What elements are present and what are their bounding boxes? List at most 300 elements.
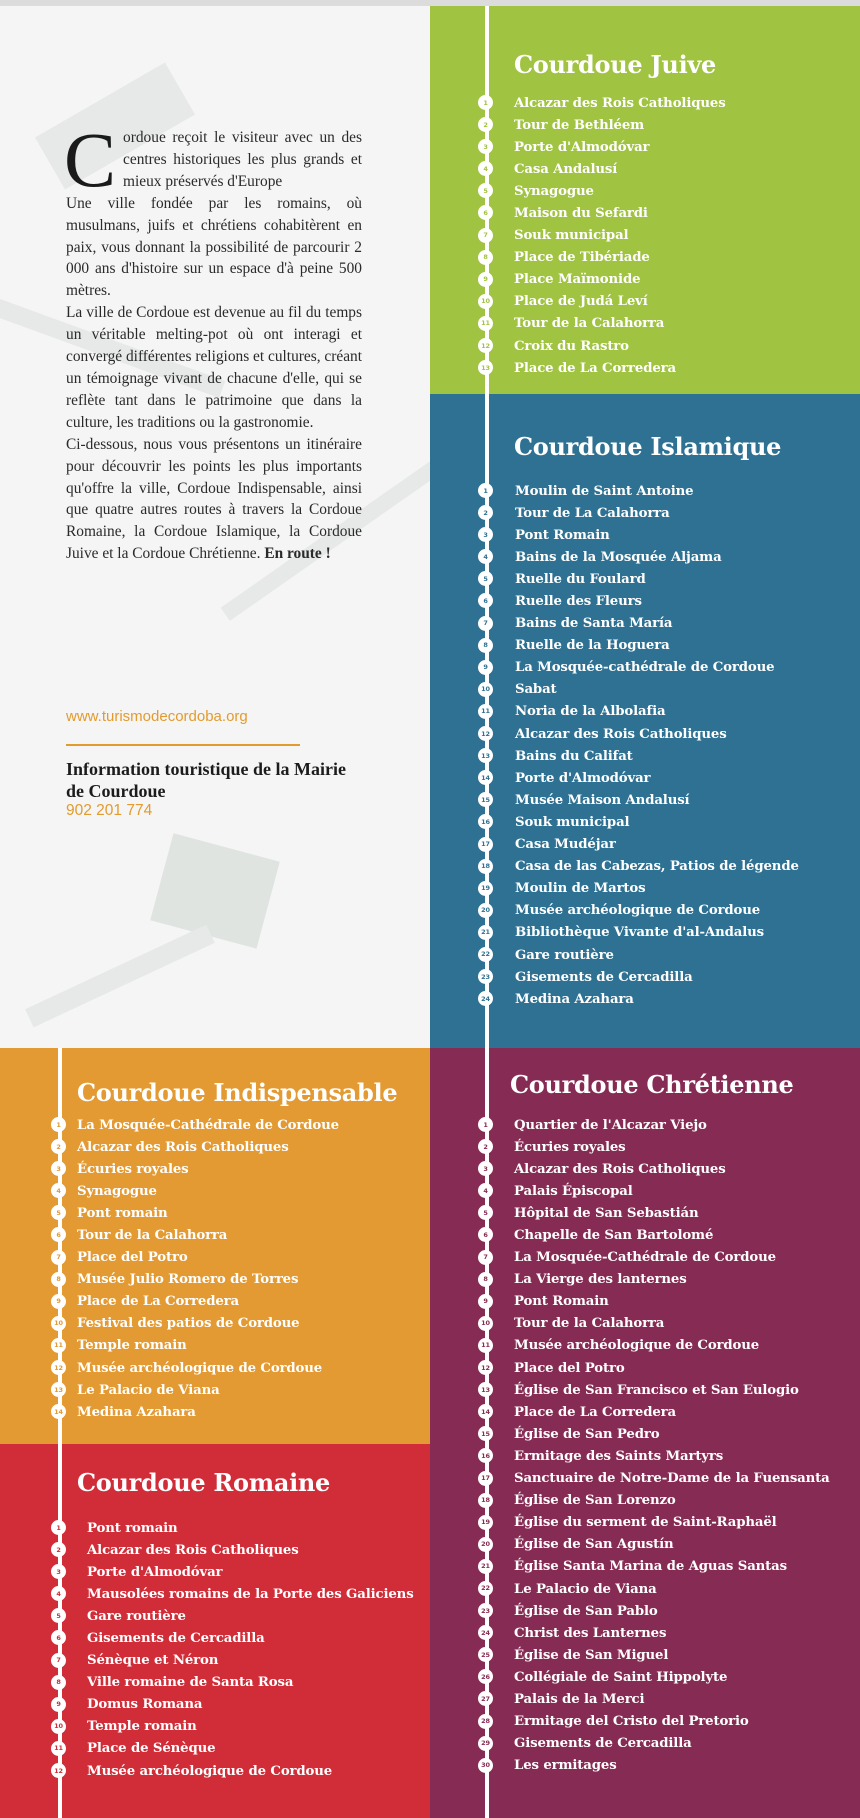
- stop-label: Moulin de Martos: [515, 881, 646, 897]
- route-stop: [480, 1379, 830, 1401]
- stop-number-icon: 8: [51, 1675, 66, 1690]
- route-stop: [480, 1335, 830, 1357]
- route-stop: [480, 1114, 830, 1136]
- route-panel-indispensable: [0, 1048, 430, 1444]
- stop-number-icon: 2: [51, 1139, 66, 1154]
- route-stop: [480, 1600, 830, 1622]
- stop-number-icon: 17: [478, 1471, 493, 1486]
- route-stop: [480, 202, 726, 224]
- stop-number-icon: 14: [51, 1404, 66, 1419]
- route-stop: [480, 1357, 830, 1379]
- stop-label: Place de Tibériade: [514, 250, 650, 266]
- route-stop: [53, 1114, 339, 1136]
- stop-label: Alcazar des Rois Catholiques: [87, 1542, 299, 1558]
- stop-number-icon: 5: [478, 571, 493, 586]
- route-stop: [53, 1539, 414, 1561]
- stop-label: Musée archéologique de Cordoue: [515, 903, 761, 919]
- intro-paragraph: ordoue reçoit le visiteur avec un des centres historiques les plus grands et mieux préservés d'Europe: [123, 129, 362, 190]
- route-stop: [480, 1247, 830, 1269]
- stop-label: Le Palacio de Viana: [77, 1382, 220, 1398]
- stop-label: Hôpital de San Sebastián: [514, 1205, 699, 1221]
- stop-label: Ruelle des Fleurs: [515, 594, 642, 610]
- stop-label: Temple romain: [87, 1719, 197, 1735]
- route-stop: [480, 701, 799, 723]
- route-stop: [480, 1180, 830, 1202]
- stop-label: La Mosquée-cathédrale de Cordoue: [515, 660, 775, 676]
- stop-label: Souk municipal: [515, 814, 630, 830]
- stop-number-icon: 11: [478, 316, 493, 331]
- stop-label: Alcazar des Rois Catholiques: [514, 95, 726, 111]
- stop-number-icon: 3: [478, 1161, 493, 1176]
- stop-label: Église Santa Marina de Aguas Santas: [514, 1559, 787, 1575]
- stop-label: Place de La Corredera: [514, 360, 676, 376]
- stop-number-icon: 24: [478, 991, 493, 1006]
- stop-label: Alcazar des Rois Catholiques: [514, 1161, 726, 1177]
- stop-label: Place de La Corredera: [514, 1404, 676, 1420]
- intro-text: [64, 116, 363, 565]
- stop-number-icon: 24: [478, 1625, 493, 1640]
- route-stop: [480, 1688, 830, 1710]
- stop-label: Tour de la Calahorra: [514, 1316, 665, 1332]
- stop-label: Casa Mudéjar: [515, 837, 616, 853]
- route-stop: [480, 1224, 830, 1246]
- stop-label: Place del Potro: [77, 1250, 188, 1266]
- route-list: [480, 1114, 830, 1777]
- stop-label: Église de San Lorenzo: [514, 1493, 676, 1509]
- map-street: [25, 925, 215, 1028]
- route-stop: [480, 1202, 830, 1224]
- route-stop: [53, 1627, 414, 1649]
- stop-number-icon: 7: [51, 1653, 66, 1668]
- route-stop: [480, 269, 726, 291]
- stop-label: Musée archéologique de Cordoue: [514, 1338, 760, 1354]
- route-stop: [480, 114, 726, 136]
- stop-number-icon: 22: [478, 1581, 493, 1596]
- route-stop: [480, 546, 799, 568]
- stop-label: Écuries royales: [77, 1161, 189, 1177]
- route-stop: [480, 1755, 830, 1777]
- stop-label: Pont romain: [87, 1520, 178, 1536]
- stop-number-icon: 6: [478, 593, 493, 608]
- stop-label: Ermitage des Saints Martyrs: [514, 1448, 724, 1464]
- route-stop: [480, 811, 799, 833]
- stop-number-icon: 7: [478, 1250, 493, 1265]
- stop-number-icon: 16: [478, 1448, 493, 1463]
- stop-number-icon: 15: [478, 1426, 493, 1441]
- stop-number-icon: 5: [478, 183, 493, 198]
- stop-label: Bains du Califat: [515, 748, 633, 764]
- route-stop: [480, 878, 799, 900]
- route-stop: [480, 291, 726, 313]
- route-stop: [480, 944, 799, 966]
- route-stop: [53, 1561, 414, 1583]
- stop-label: Pont romain: [77, 1205, 168, 1221]
- route-stop: [480, 1291, 830, 1313]
- stop-number-icon: 4: [478, 161, 493, 176]
- stop-label: La Vierge des lanternes: [514, 1272, 687, 1288]
- stop-number-icon: 6: [478, 1227, 493, 1242]
- stop-label: Église du serment de Saint-Raphaël: [514, 1515, 777, 1531]
- stop-label: Medina Azahara: [77, 1404, 196, 1420]
- stop-label: Place de La Corredera: [77, 1294, 239, 1310]
- stop-label: Quartier de l'Alcazar Viejo: [514, 1117, 707, 1133]
- stop-number-icon: 21: [478, 1559, 493, 1574]
- route-stop: [480, 225, 726, 247]
- stop-number-icon: 9: [51, 1294, 66, 1309]
- stop-label: Sanctuaire de Notre-Dame de la Fuensanta: [514, 1471, 830, 1487]
- stop-number-icon: 5: [478, 1205, 493, 1220]
- stop-label: Gare routière: [515, 947, 614, 963]
- drop-cap: C: [64, 116, 117, 203]
- stop-number-icon: 1: [51, 1117, 66, 1132]
- stop-label: Musée archéologique de Cordoue: [87, 1763, 333, 1779]
- route-stop: [480, 590, 799, 612]
- route-list: [53, 1114, 339, 1423]
- stop-number-icon: 6: [51, 1630, 66, 1645]
- stop-number-icon: 1: [478, 1117, 493, 1132]
- stop-number-icon: 5: [51, 1608, 66, 1623]
- stop-label: Gare routière: [87, 1608, 186, 1624]
- stop-label: Tour de La Calahorra: [515, 505, 670, 521]
- stop-label: Chapelle de San Bartolomé: [514, 1228, 714, 1244]
- route-stop: [480, 679, 799, 701]
- stop-number-icon: 5: [51, 1205, 66, 1220]
- stop-label: Alcazar des Rois Catholiques: [77, 1139, 289, 1155]
- route-stop: [480, 723, 799, 745]
- route-stop: [53, 1672, 414, 1694]
- stop-number-icon: 14: [478, 770, 493, 785]
- stop-number-icon: 14: [478, 1404, 493, 1419]
- stop-label: Synagogue: [514, 183, 594, 199]
- route-stop: [480, 745, 799, 767]
- intro-paragraph: Une ville fondée par les romains, où musulmans, juifs et chrétiens cohabitèrent en paix, vous donnant la possibilité de parcourir 2 000 ans d'histoire sur un espace d'à peine 500 mètres.: [66, 194, 362, 300]
- stop-label: Bains de Santa María: [515, 616, 673, 632]
- phone-number[interactable]: 902 201 774: [66, 802, 153, 819]
- stop-number-icon: 23: [478, 1603, 493, 1618]
- divider: [66, 744, 300, 746]
- stop-label: Place de Sénèque: [87, 1741, 216, 1757]
- stop-number-icon: 10: [51, 1316, 66, 1331]
- stop-number-icon: 1: [478, 483, 493, 498]
- stop-label: Gisements de Cercadilla: [514, 1736, 692, 1752]
- stop-number-icon: 18: [478, 859, 493, 874]
- stop-label: Écuries royales: [514, 1139, 626, 1155]
- intro-panel: [0, 6, 430, 1048]
- stop-number-icon: 2: [478, 117, 493, 132]
- stop-number-icon: 17: [478, 837, 493, 852]
- route-stop: [53, 1517, 414, 1539]
- route-stop: [480, 900, 799, 922]
- route-stop: [480, 922, 799, 944]
- route-stop: [480, 502, 799, 524]
- stop-number-icon: 8: [478, 1272, 493, 1287]
- route-stop: [53, 1313, 339, 1335]
- stop-number-icon: 8: [51, 1272, 66, 1287]
- stop-number-icon: 11: [51, 1741, 66, 1756]
- stop-number-icon: 10: [478, 682, 493, 697]
- stop-number-icon: 7: [51, 1250, 66, 1265]
- route-stop: [480, 1445, 830, 1467]
- stop-label: Medina Azahara: [515, 991, 634, 1007]
- route-stop: [53, 1136, 339, 1158]
- stop-label: Temple romain: [77, 1338, 187, 1354]
- route-stop: [53, 1291, 339, 1313]
- website-link[interactable]: www.turismodecordoba.org: [66, 708, 248, 725]
- stop-number-icon: 13: [478, 748, 493, 763]
- stop-label: La Mosquée-Cathédrale de Cordoue: [77, 1117, 339, 1133]
- stop-number-icon: 13: [478, 1382, 493, 1397]
- stop-label: Croix du Rastro: [514, 338, 629, 354]
- stop-label: Sénèque et Néron: [87, 1653, 219, 1669]
- stop-label: Christ des Lanternes: [514, 1625, 667, 1641]
- stop-label: Bains de la Mosquée Aljama: [515, 549, 722, 565]
- route-stop: [480, 1468, 830, 1490]
- stop-label: Bibliothèque Vivante d'al-Andalus: [515, 925, 764, 941]
- route-stop: [53, 1202, 339, 1224]
- stop-label: Pont Romain: [514, 1294, 609, 1310]
- stop-number-icon: 10: [478, 1316, 493, 1331]
- route-stop: [480, 966, 799, 988]
- stop-label: Ermitage del Cristo del Pretorio: [514, 1714, 749, 1730]
- intro-paragraph-text: Ci-dessous, nous vous présentons un itinéraire pour découvrir les points les plus importants qu'offre la ville, Cordoue Indispensable, ainsi que quatre autres routes à travers la Cordoue Romaine, la Cordoue Islamique, la Cordoue Juive et la Cordoue Chrétienne.: [66, 435, 362, 563]
- stop-number-icon: 12: [51, 1360, 66, 1375]
- stop-label: Souk municipal: [514, 228, 629, 244]
- stop-number-icon: 3: [478, 139, 493, 154]
- route-stop: [480, 1136, 830, 1158]
- route-title: Courdoue Juive: [514, 50, 717, 79]
- route-stop: [480, 1512, 830, 1534]
- stop-number-icon: 20: [478, 1537, 493, 1552]
- en-route-text: En route !: [264, 545, 331, 563]
- stop-number-icon: 12: [51, 1763, 66, 1778]
- route-stop: [480, 568, 799, 590]
- route-stop: [480, 1666, 830, 1688]
- stop-number-icon: 1: [51, 1520, 66, 1535]
- stop-label: Tour de la Calahorra: [514, 316, 665, 332]
- stop-label: Église de San Francisco et San Eulogio: [514, 1382, 799, 1398]
- stop-number-icon: 9: [51, 1697, 66, 1712]
- route-stop: [480, 524, 799, 546]
- stop-label: Ville romaine de Santa Rosa: [87, 1675, 294, 1691]
- route-stop: [480, 767, 799, 789]
- route-stop: [53, 1357, 339, 1379]
- stop-number-icon: 21: [478, 925, 493, 940]
- stop-number-icon: 12: [478, 1360, 493, 1375]
- stop-number-icon: 18: [478, 1493, 493, 1508]
- route-stop: [480, 834, 799, 856]
- stop-label: Tour de Bethléem: [514, 117, 645, 133]
- stop-number-icon: 4: [51, 1586, 66, 1601]
- stop-number-icon: 10: [51, 1719, 66, 1734]
- stop-label: Les ermitages: [514, 1758, 617, 1774]
- route-stop: [53, 1401, 339, 1423]
- stop-number-icon: 11: [478, 1338, 493, 1353]
- stop-number-icon: 2: [51, 1542, 66, 1557]
- route-stop: [480, 1423, 830, 1445]
- stop-number-icon: 19: [478, 1515, 493, 1530]
- route-stop: [53, 1379, 339, 1401]
- stop-label: Ruelle du Foulard: [515, 571, 646, 587]
- stop-number-icon: 25: [478, 1647, 493, 1662]
- route-stop: [53, 1605, 414, 1627]
- stop-label: Synagogue: [77, 1183, 157, 1199]
- stop-label: Sabat: [515, 682, 557, 698]
- stop-label: Église de San Agustín: [514, 1537, 674, 1553]
- stop-number-icon: 28: [478, 1714, 493, 1729]
- route-title: Courdoue Indispensable: [77, 1078, 398, 1107]
- stop-label: Gisements de Cercadilla: [87, 1631, 265, 1647]
- route-panel-chretienne: [430, 1048, 860, 1818]
- route-stop: [480, 480, 799, 502]
- route-stop: [480, 1490, 830, 1512]
- stop-number-icon: 10: [478, 294, 493, 309]
- stop-number-icon: 15: [478, 792, 493, 807]
- stop-number-icon: 6: [51, 1227, 66, 1242]
- route-stop: [480, 789, 799, 811]
- stop-label: Palais Épiscopal: [514, 1183, 633, 1199]
- route-stop: [480, 856, 799, 878]
- stop-number-icon: 12: [478, 338, 493, 353]
- stop-number-icon: 23: [478, 969, 493, 984]
- stop-label: Porte d'Almodóvar: [514, 139, 650, 155]
- route-stop: [480, 1534, 830, 1556]
- route-stop: [53, 1247, 339, 1269]
- stop-label: Gisements de Cercadilla: [515, 969, 693, 985]
- stop-label: Église de San Pedro: [514, 1426, 660, 1442]
- stop-number-icon: 27: [478, 1691, 493, 1706]
- route-stop: [480, 1644, 830, 1666]
- route-stop: [480, 335, 726, 357]
- intro-paragraph: La ville de Cordoue est devenue au fil du temps un véritable melting-pot où ont interagi et convergé différentes religions et cultures, créant un témoignage vivant de chacune d'elle, qui se reflète tant dans le patrimoine que dans la culture, les traditions ou la gastronomie.: [66, 304, 363, 431]
- stop-number-icon: 9: [478, 660, 493, 675]
- stop-number-icon: 22: [478, 947, 493, 962]
- stop-number-icon: 9: [478, 1294, 493, 1309]
- route-stop: [480, 1578, 830, 1600]
- stop-number-icon: 4: [51, 1183, 66, 1198]
- route-panel-islamique: [430, 394, 860, 1048]
- stop-number-icon: 11: [478, 704, 493, 719]
- stop-number-icon: 30: [478, 1758, 493, 1773]
- route-title: Courdoue Romaine: [77, 1468, 331, 1497]
- stop-label: Place Maïmonide: [514, 272, 641, 288]
- stop-number-icon: 3: [51, 1564, 66, 1579]
- route-stop: [53, 1738, 414, 1760]
- stop-number-icon: 11: [51, 1338, 66, 1353]
- route-stop: [480, 158, 726, 180]
- stop-number-icon: 26: [478, 1669, 493, 1684]
- route-stop: [480, 313, 726, 335]
- stop-number-icon: 29: [478, 1736, 493, 1751]
- route-stop: [480, 92, 726, 114]
- route-panel-juive: [430, 6, 860, 394]
- route-stop: [53, 1650, 414, 1672]
- stop-number-icon: 16: [478, 814, 493, 829]
- stop-number-icon: 3: [478, 527, 493, 542]
- stop-number-icon: 13: [51, 1382, 66, 1397]
- route-title: Courdoue Chrétienne: [510, 1070, 794, 1099]
- route-stop: [480, 635, 799, 657]
- stop-number-icon: 20: [478, 903, 493, 918]
- stop-number-icon: 12: [478, 726, 493, 741]
- stop-label: Alcazar des Rois Catholiques: [515, 726, 727, 742]
- stop-number-icon: 13: [478, 360, 493, 375]
- route-list: [480, 92, 726, 379]
- route-stop: [53, 1158, 339, 1180]
- stop-number-icon: 19: [478, 881, 493, 896]
- route-stop: [53, 1180, 339, 1202]
- route-stop: [480, 1269, 830, 1291]
- route-stop: [480, 1401, 830, 1423]
- stop-label: Porte d'Almodóvar: [87, 1564, 223, 1580]
- route-stop: [480, 357, 726, 379]
- stop-label: Ruelle de la Hoguera: [515, 638, 670, 654]
- stop-label: Festival des patios de Cordoue: [77, 1316, 300, 1332]
- route-stop: [53, 1269, 339, 1291]
- route-stop: [53, 1694, 414, 1716]
- stop-label: Moulin de Saint Antoine: [515, 483, 694, 499]
- stop-label: Place del Potro: [514, 1360, 625, 1376]
- route-stop: [480, 180, 726, 202]
- route-stop: [53, 1335, 339, 1357]
- route-stop: [53, 1583, 414, 1605]
- stop-number-icon: 8: [478, 250, 493, 265]
- info-title: Information touristique de la Mairie de Courdoue: [66, 759, 346, 801]
- stop-number-icon: 2: [478, 1139, 493, 1154]
- stop-label: Musée Maison Andalusí: [515, 792, 690, 808]
- stop-number-icon: 7: [478, 228, 493, 243]
- route-stop: [53, 1760, 414, 1782]
- stop-number-icon: 9: [478, 272, 493, 287]
- route-title: Courdoue Islamique: [514, 432, 782, 461]
- stop-label: La Mosquée-Cathédrale de Cordoue: [514, 1250, 776, 1266]
- stop-label: Palais de la Merci: [514, 1691, 645, 1707]
- stop-label: Église de San Miguel: [514, 1647, 669, 1663]
- stop-label: Pont Romain: [515, 527, 610, 543]
- route-stop: [480, 988, 799, 1010]
- route-stop: [480, 1313, 830, 1335]
- stop-label: Domus Romana: [87, 1697, 203, 1713]
- map-block: [150, 833, 280, 948]
- stop-number-icon: 3: [51, 1161, 66, 1176]
- stop-number-icon: 6: [478, 205, 493, 220]
- stop-label: Église de San Pablo: [514, 1603, 658, 1619]
- stop-label: Maison du Sefardi: [514, 206, 648, 222]
- stop-number-icon: 2: [478, 505, 493, 520]
- stop-label: Mausolées romains de la Porte des Galiciens: [87, 1586, 414, 1602]
- stop-number-icon: 4: [478, 549, 493, 564]
- stop-label: Musée Julio Romero de Torres: [77, 1272, 299, 1288]
- stop-number-icon: 4: [478, 1183, 493, 1198]
- route-stop: [480, 1622, 830, 1644]
- route-stop: [53, 1224, 339, 1246]
- route-stop: [480, 1158, 830, 1180]
- route-stop: [480, 136, 726, 158]
- route-list: [480, 480, 799, 1010]
- stop-label: Collégiale de Saint Hippolyte: [514, 1669, 728, 1685]
- stop-label: Musée archéologique de Cordoue: [77, 1360, 323, 1376]
- stop-label: Casa de las Cabezas, Patios de légende: [515, 859, 799, 875]
- stop-label: Porte d'Almodóvar: [515, 770, 651, 786]
- stop-label: Tour de la Calahorra: [77, 1228, 228, 1244]
- route-stop: [480, 1711, 830, 1733]
- stop-label: Noria de la Albolafia: [515, 704, 666, 720]
- route-stop: [480, 1556, 830, 1578]
- stop-number-icon: 8: [478, 638, 493, 653]
- intro-paragraph: [66, 434, 362, 565]
- route-stop: [480, 613, 799, 635]
- stop-number-icon: 7: [478, 616, 493, 631]
- route-list: [53, 1517, 414, 1782]
